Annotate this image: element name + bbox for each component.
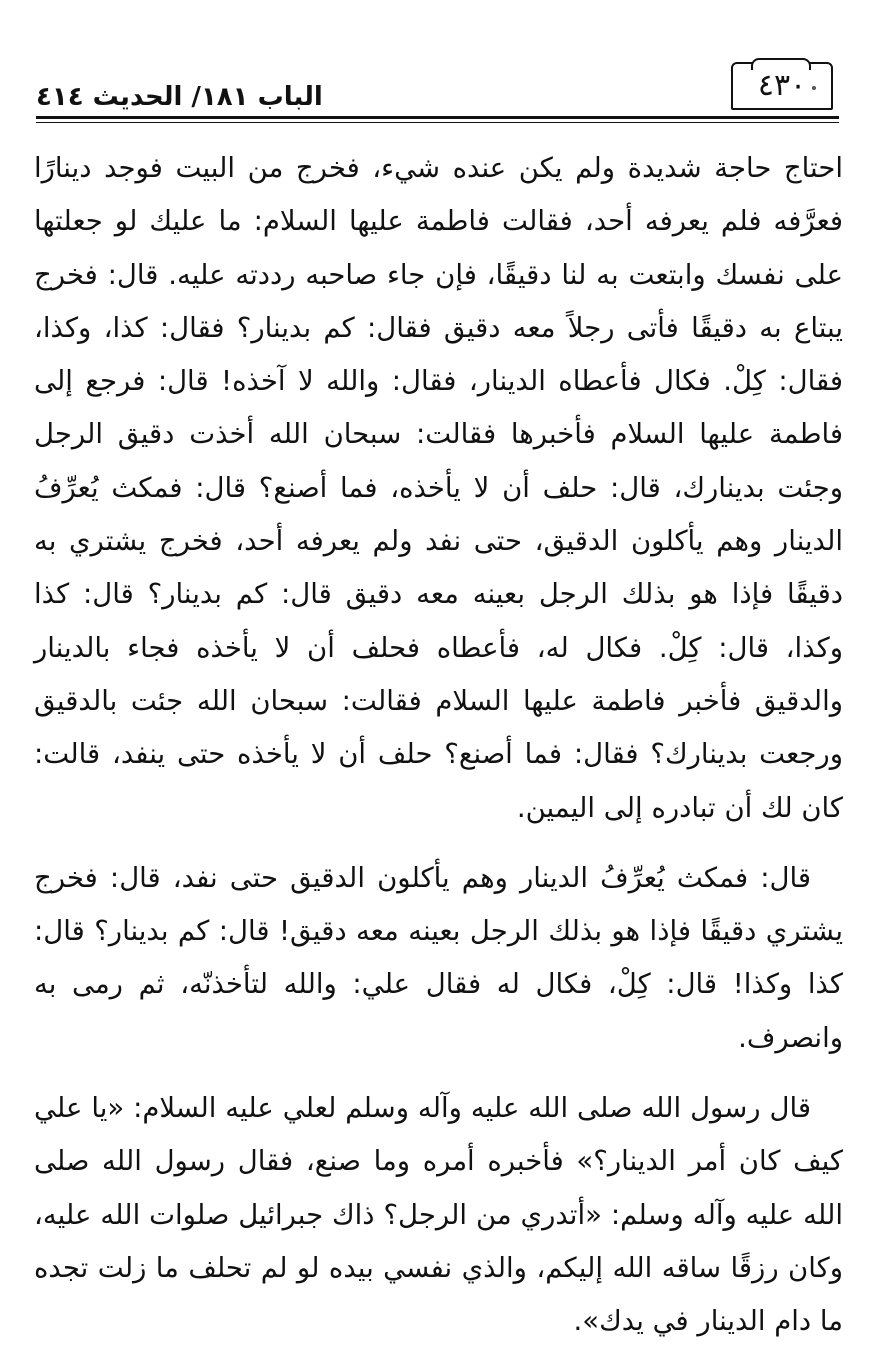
header-rule-thick [36,116,839,119]
scan-dot [812,86,816,90]
body-text [34,142,843,1349]
paragraph: قال رسول الله صلى الله عليه وآله وسلم لعلي عليه السلام: «يا علي كيف كان أمر الدينار؟» فأخبره أمره وما صنع، فقال رسول الله صلى الله عليه وآله وسلم: «أتدري من الرجل؟ ذاك جبرائيل صلوات الله عليه، وكان رزقًا ساقه الله إليكم، والذي نفسي بيده لو لم تحلف ما زلت تجده ما دام الدينار في يدك». [34,1092,843,1338]
page-header [36,62,839,124]
page-number: ٤٣٠ [757,68,807,103]
header-rule-thin [36,122,839,123]
paragraph: قال: فمكث يُعرِّفُ الدينار وهم يأكلون الدقيق حتى نفد، قال: فخرج يشتري دقيقًا فإذا هو بذلك الرجل بعينه معه دقيق! قال: كم بدينار؟ قال: كذا وكذا! قال: كِلْ، فكال له فقال علي: والله لتأخذنّه، ثم رمى به وانصرف. [34,861,843,1054]
running-head: الباب ١٨١/ الحديث ٤١٤ [36,82,323,112]
paragraph: احتاج حاجة شديدة ولم يكن عنده شيء، فخرج من البيت فوجد دينارًا فعرَّفه فلم يعرفه أحد، فقالت فاطمة عليها السلام: ما عليك لو جعلتها على نفسك وابتعت به لنا دقيقًا، فإن جاء صاحبه رددته عليه. قال: فخرج يبتاع به دقيقًا فأتى رجلاً معه دقيق فقال: كم بدينار؟ فقال: كذا، وكذا، فقال: كِلْ. فكال فأعطاه الدينار، فقال: والله لا آخذه! قال: فرجع إلى فاطمة عليها السلام فأخبرها فقالت: سبحان الله أخذت دقيق الرجل وجئت بدينارك، قال: حلف أن لا يأخذه، فما أصنع؟ قال: فمكث يُعرِّفُ الدينار وهم يأكلون الدقيق، حتى نفد ولم يعرفه أحد، فخرج يشتري به دقيقًا فإذا هو بذلك الرجل بعينه معه دقيق قال: كم بدينار؟ قال: كذا وكذا، قال: كِلْ. فكال له، فأعطاه فحلف أن لا يأخذه فجاء بالدينار والدقيق فأخبر فاطمة عليها السلام فقالت: سبحان الله جئت بالدقيق ورجعت بدينارك؟ فقال: فما أصنع؟ حلف أن لا يأخذه حتى ينفد، قالت: كان لك أن تبادره إلى اليمين. [34,152,843,824]
